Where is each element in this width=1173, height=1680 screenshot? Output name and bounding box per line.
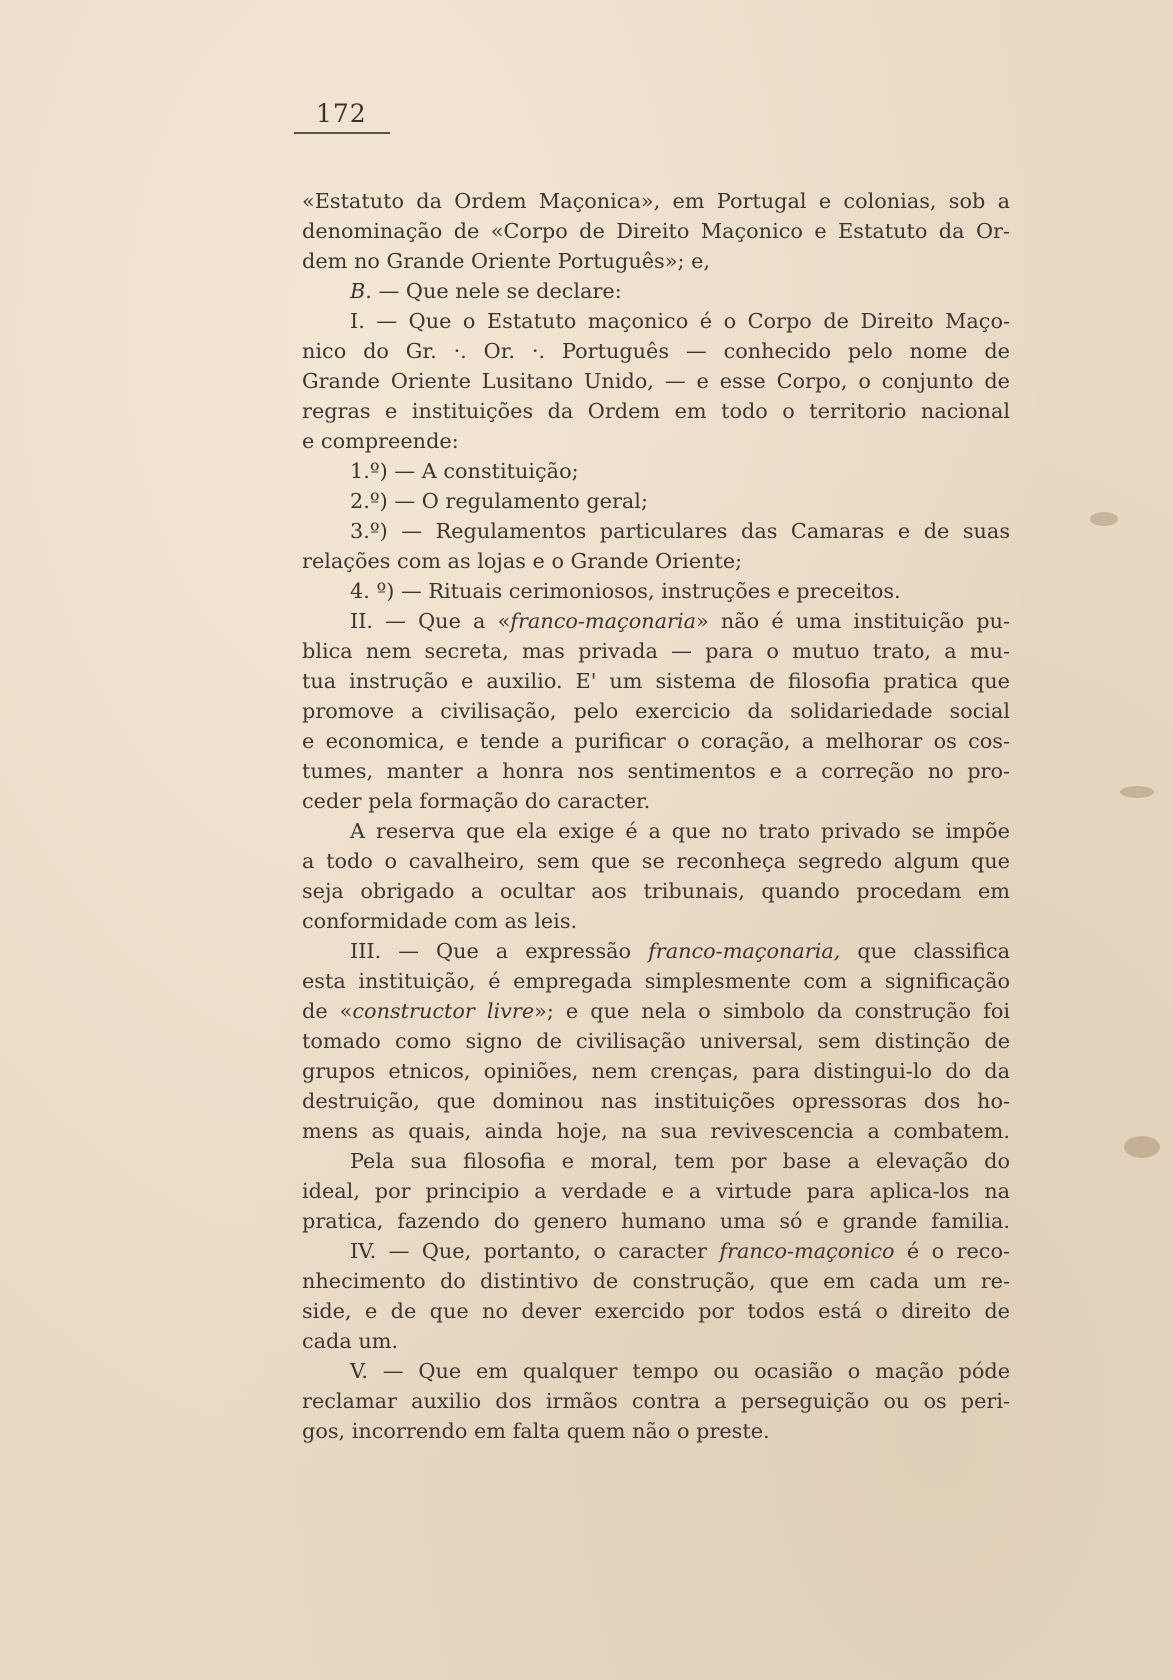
- text-line: A reserva que ela exige é a que no trato privado se impõe: [350, 819, 1010, 843]
- text-span: » não é uma instituição pu-: [696, 609, 1010, 633]
- italic-span: franco-maçonico: [719, 1239, 895, 1263]
- text-line: 3.º) — Regulamentos particulares das Camaras e de suas: [350, 519, 1010, 543]
- text-line: Grande Oriente Lusitano Unido, — e esse Corpo, o conjunto de: [302, 369, 1010, 393]
- text-line: dem no Grande Oriente Português»; e,: [302, 249, 710, 273]
- text-line: 1.º) — A constituição;: [350, 459, 579, 483]
- text-line: conformidade com as leis.: [302, 909, 578, 933]
- text-line: [302, 606, 1010, 636]
- text-line: tumes, manter a honra nos sentimentos e a correção no pro-: [302, 759, 1010, 783]
- text-line: [302, 276, 1010, 306]
- text-line: esta instituição, é empregada simplesmente com a significação: [302, 969, 1010, 993]
- text-line: 2.º) — O regulamento geral;: [350, 489, 648, 513]
- text-line: Pela sua filosofia e moral, tem por base a elevação do: [350, 1149, 1010, 1173]
- page-number: 172: [316, 99, 367, 128]
- text-line: nico do Gr. ·. Or. ·. Português — conhecido pelo nome de: [302, 339, 1010, 363]
- text-line: [302, 936, 1010, 966]
- text-line: V. — Que em qualquer tempo ou ocasião o mação póde: [350, 1359, 1010, 1383]
- text-span: IV. — Que, portanto, o caracter: [350, 1239, 720, 1263]
- text-span: II. — Que a «: [350, 609, 511, 633]
- text-line: promove a civilisação, pelo exercicio da solidariedade social: [302, 699, 1010, 723]
- text-line: reclamar auxilio dos irmãos contra a perseguição ou os peri-: [302, 1389, 1010, 1413]
- page-header: [294, 96, 390, 134]
- italic-span: franco-maçonaria: [510, 609, 696, 633]
- text-line: blica nem secreta, mas privada — para o mutuo trato, a mu-: [302, 639, 1010, 663]
- text-line: tomado como signo de civilisação universal, sem distinção de: [302, 1029, 1010, 1053]
- text-line: denominação de «Corpo de Direito Maçonico e Estatuto da Or-: [302, 219, 1010, 243]
- text-line: 4. º) — Rituais cerimoniosos, instruções e preceitos.: [350, 579, 901, 603]
- text-line: nhecimento do distintivo de construção, que em cada um re-: [302, 1269, 1010, 1293]
- body-text: [302, 186, 1010, 1446]
- italic-span: franco-maçonaria,: [648, 939, 841, 963]
- text-line: e economica, e tende a purificar o coração, a melhorar os cos-: [302, 729, 1010, 753]
- text-span: — Que nele se declare:: [371, 279, 622, 303]
- text-line: e compreende:: [302, 429, 459, 453]
- text-line: destruição, que dominou nas instituições opressoras dos ho-: [302, 1089, 1010, 1113]
- text-line: seja obrigado a ocultar aos tribunais, quando procedam em: [302, 879, 1010, 903]
- paper-stain: [1090, 512, 1118, 526]
- italic-span: B.: [350, 279, 372, 303]
- text-line: gos, incorrendo em falta quem não o preste.: [302, 1419, 770, 1443]
- text-line: cada um.: [302, 1329, 399, 1353]
- text-line: a todo o cavalheiro, sem que se reconheça segredo algum que: [302, 849, 1010, 873]
- text-span: é o reco-: [894, 1239, 1010, 1263]
- text-line: ideal, por principio a verdade e a virtude para aplica-los na: [302, 1179, 1010, 1203]
- page-number-rule: [294, 132, 390, 134]
- paper-stain: [1124, 1136, 1160, 1158]
- text-line: pratica, fazendo do genero humano uma só e grande familia.: [302, 1209, 1010, 1233]
- text-span: que classifica: [840, 939, 1010, 963]
- italic-span: constructor livre: [352, 999, 535, 1023]
- text-line: side, e de que no dever exercido por todos está o direito de: [302, 1299, 1010, 1323]
- text-line: I. — Que o Estatuto maçonico é o Corpo de Direito Maço-: [350, 309, 1010, 333]
- text-line: mens as quais, ainda hoje, na sua revivescencia a combatem.: [302, 1119, 1010, 1143]
- text-span: »; e que nela o simbolo da construção foi: [534, 999, 1010, 1023]
- paper-stain: [1120, 786, 1154, 798]
- text-span: de «: [302, 999, 353, 1023]
- text-line: relações com as lojas e o Grande Oriente;: [302, 549, 743, 573]
- text-line: [302, 1236, 1010, 1266]
- text-line: tua instrução e auxilio. E' um sistema de filosofia pratica que: [302, 669, 1010, 693]
- text-line: regras e instituições da Ordem em todo o territorio nacional: [302, 399, 1010, 423]
- text-line: [302, 996, 1010, 1026]
- text-line: ceder pela formação do caracter.: [302, 789, 651, 813]
- text-line: «Estatuto da Ordem Maçonica», em Portugal e colonias, sob a: [302, 189, 1010, 213]
- text-span: III. — Que a expressão: [350, 939, 649, 963]
- text-line: grupos etnicos, opiniões, nem crenças, para distingui-lo do da: [302, 1059, 1010, 1083]
